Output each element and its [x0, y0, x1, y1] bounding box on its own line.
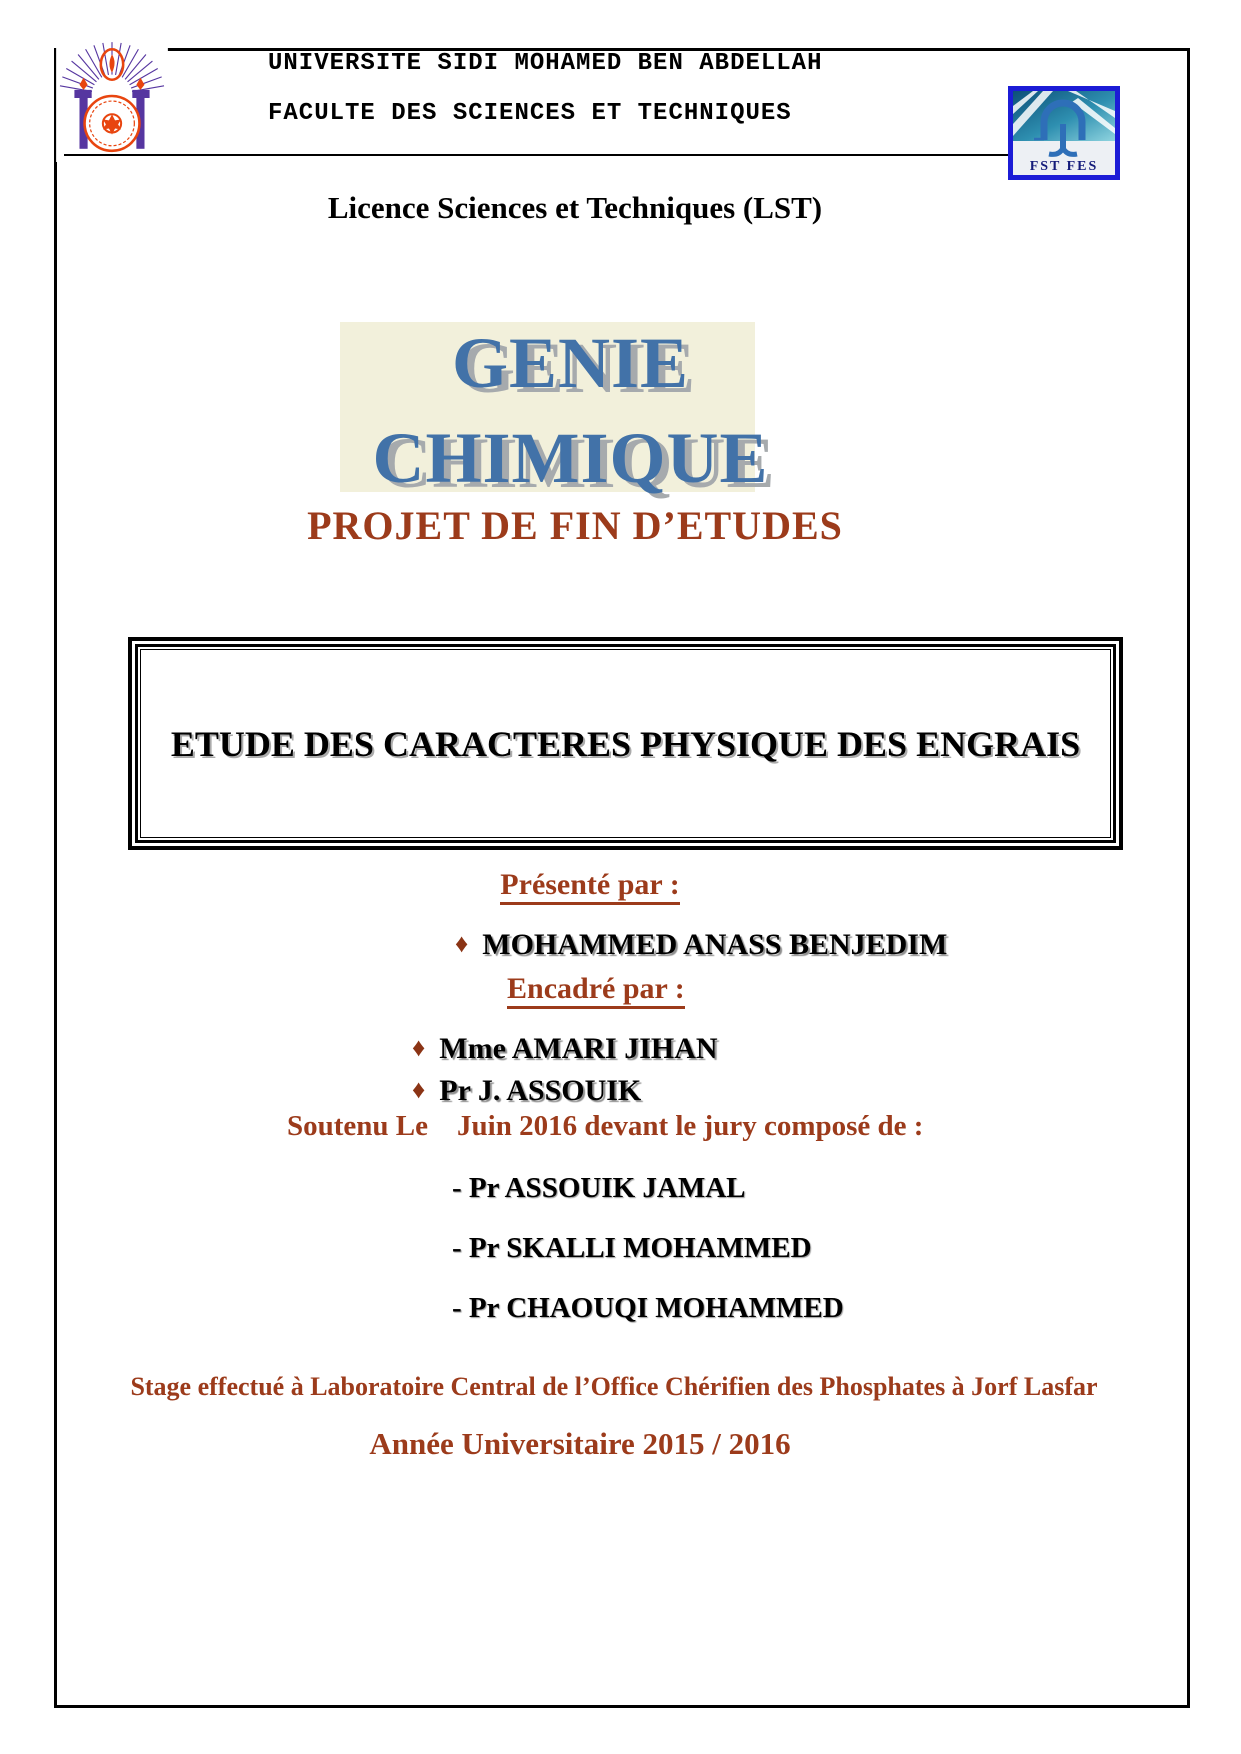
report-type-subtitle: PROJET DE FIN D’ETUDES: [307, 503, 843, 548]
university-emblem-logo: [56, 34, 168, 162]
supervised-by-label: Encadré par :: [507, 972, 685, 1009]
jury-member: - Pr CHAOUQI MOHAMMED: [452, 1292, 844, 1324]
report-title-box-inner-border: [140, 649, 1111, 838]
fst-fes-logo: [1008, 86, 1120, 180]
internship-location: Stage effectué à Laboratoire Central de l’Office Chérifien des Phosphates à Jorf Lasfar: [130, 1372, 1098, 1401]
supervisor-item: [412, 1032, 718, 1066]
diamond-bullet-icon: ♦: [412, 1075, 426, 1104]
field-banner-line2: CHIMIQUE: [372, 418, 769, 498]
jury-member: - Pr ASSOUIK JAMAL: [452, 1172, 746, 1204]
student-item: [455, 928, 947, 962]
field-banner: [340, 322, 769, 498]
jury-member: - Pr SKALLI MOHAMMED: [452, 1232, 812, 1264]
academic-year: Année Universitaire 2015 / 2016: [369, 1426, 791, 1461]
supervisor-name: Pr J. ASSOUIK: [439, 1074, 642, 1107]
report-title-box-mid-border: [135, 644, 1116, 843]
field-banner-line1: GENIE: [451, 323, 690, 403]
diamond-bullet-icon: ♦: [412, 1033, 426, 1062]
supervised-by-heading: [507, 972, 685, 1006]
student-name: MOHAMMED ANASS BENJEDIM: [482, 928, 948, 961]
report-title-box: [128, 637, 1123, 850]
supervisor-item: [412, 1074, 641, 1108]
defense-intro: Soutenu Le Juin 2016 devant le jury composé de :: [287, 1110, 924, 1142]
presented-by-heading: [0, 868, 1180, 902]
fst-fes-label: FST FES: [1029, 159, 1099, 174]
report-title: ETUDE DES CARACTERES PHYSIQUE DES ENGRAIS: [170, 723, 1081, 764]
program-title: Licence Sciences et Techniques (LST): [327, 190, 823, 225]
supervisor-name: Mme AMARI JIHAN: [439, 1032, 718, 1065]
field-banner-text: [372, 316, 768, 506]
university-name: UNIVERSITE SIDI MOHAMED BEN ABDELLAH: [268, 50, 823, 77]
header-divider: [64, 154, 1008, 156]
presented-by-label: Présenté par :: [500, 868, 679, 905]
diamond-bullet-icon: ♦: [455, 929, 469, 958]
faculty-name: FACULTE DES SCIENCES ET TECHNIQUES: [268, 100, 792, 127]
